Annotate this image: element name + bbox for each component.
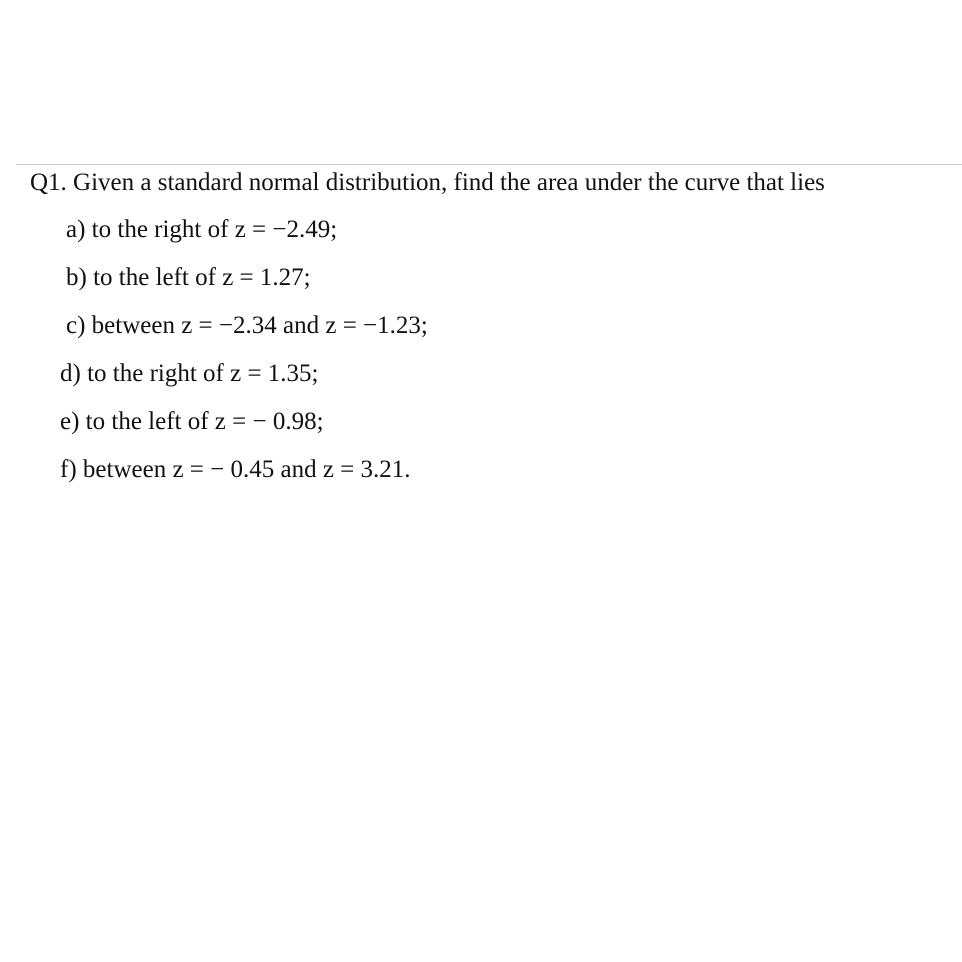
question-part-a: a) to the right of z = −2.49; [66, 216, 338, 243]
question-title: Q1. Given a standard normal distribution, find the area under the curve that lies [30, 169, 825, 196]
question-part-d: d) to the right of z = 1.35; [60, 360, 319, 387]
top-divider [16, 164, 962, 165]
question-part-b: b) to the left of z = 1.27; [66, 264, 311, 291]
question-part-f: f) between z = − 0.45 and z = 3.21. [60, 456, 411, 483]
question-part-c: c) between z = −2.34 and z = −1.23; [66, 312, 428, 339]
question-part-e: e) to the left of z = − 0.98; [60, 408, 324, 435]
